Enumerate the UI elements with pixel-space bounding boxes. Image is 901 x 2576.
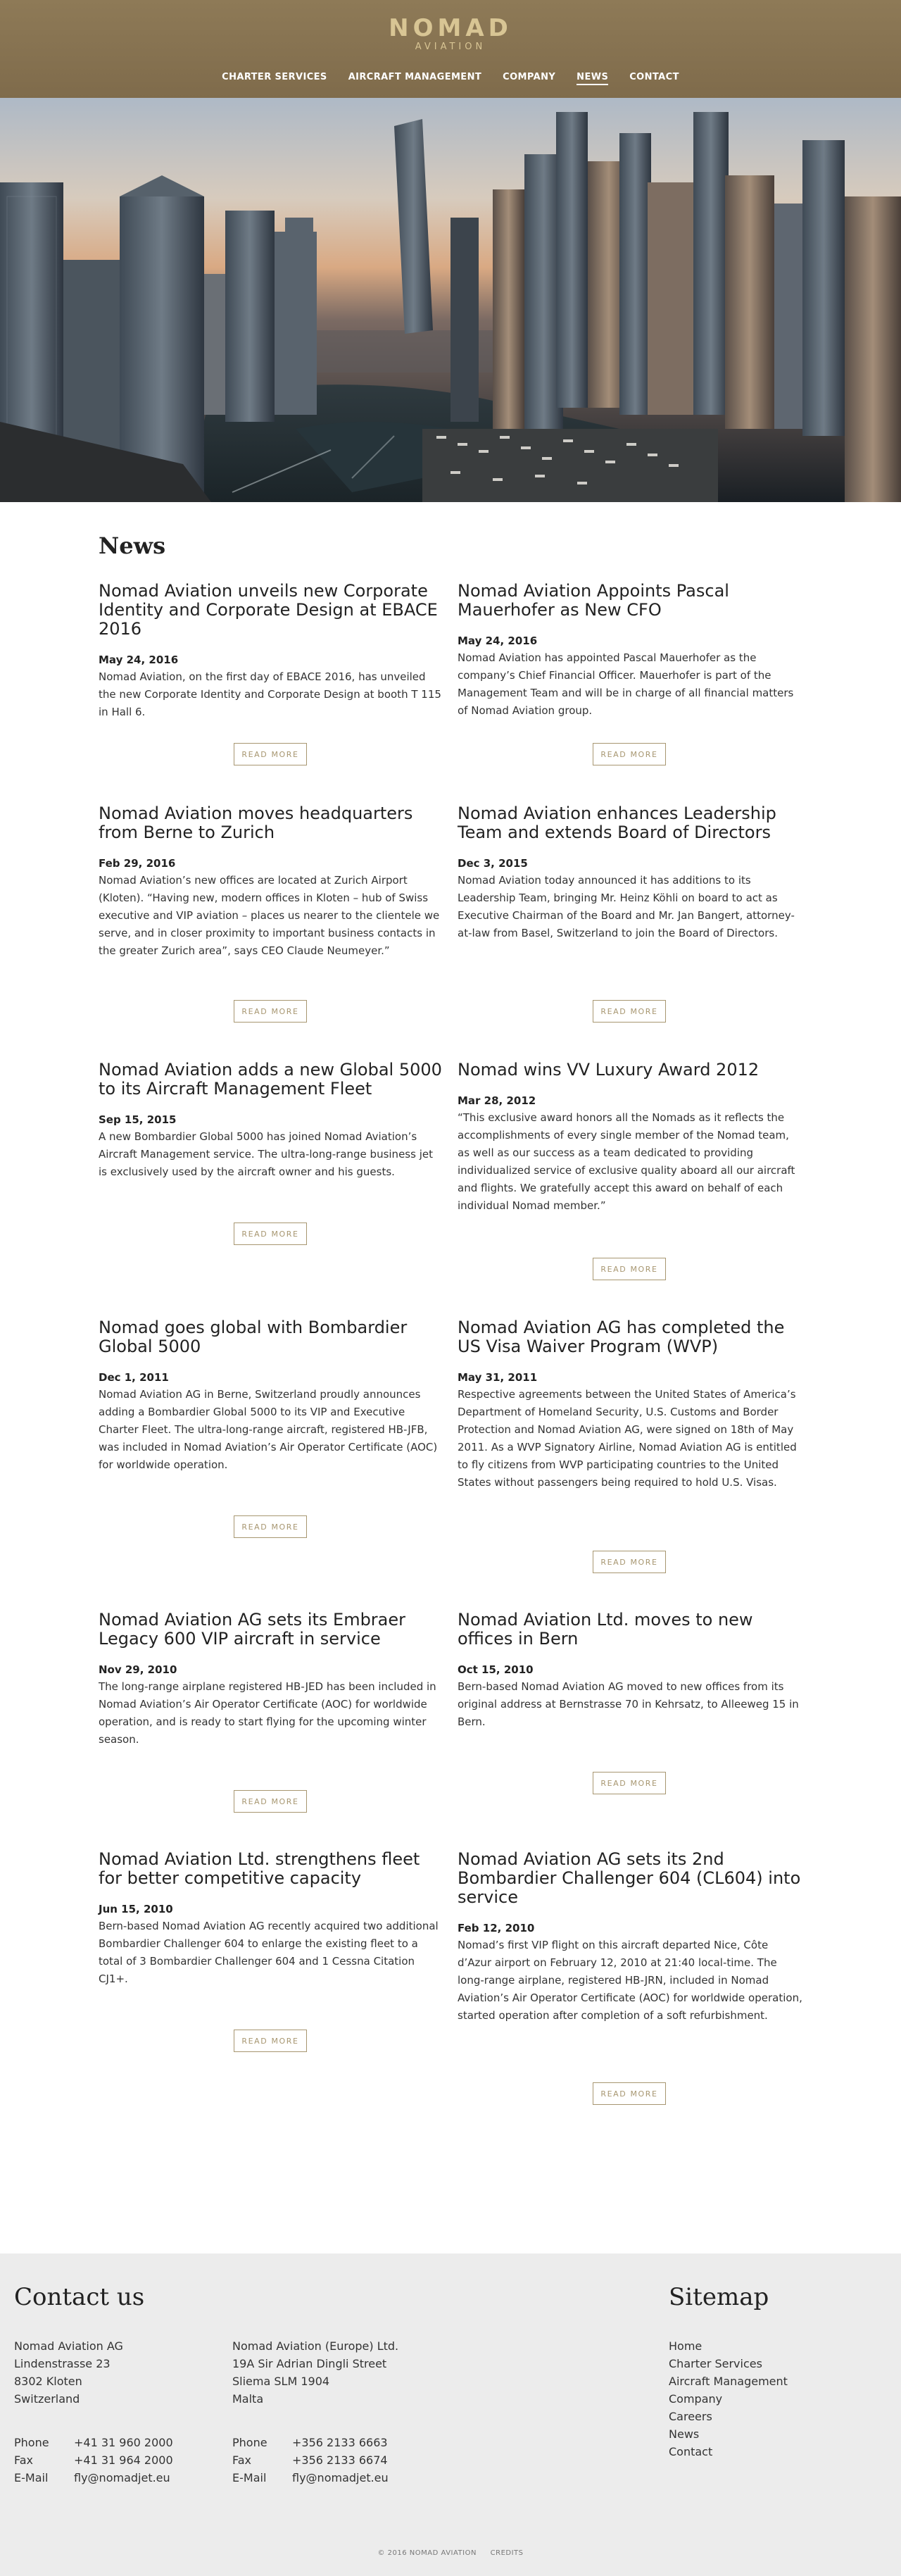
news-title[interactable]: Nomad Aviation Appoints Pascal Mauerhofer as New CFO xyxy=(458,581,729,620)
phone-number[interactable]: +41 31 960 2000 xyxy=(74,2436,173,2449)
phone-label: Phone xyxy=(14,2436,49,2449)
logo-wordmark: NOMAD xyxy=(389,14,512,42)
news-item xyxy=(458,1061,802,1215)
address-line: 8302 Kloten xyxy=(14,2375,82,2388)
nav-charter-services[interactable]: CHARTER SERVICES xyxy=(222,72,327,82)
fax-row xyxy=(232,2451,389,2469)
phone-number[interactable]: +356 2133 6663 xyxy=(292,2436,388,2449)
logo-subtitle: AVIATION xyxy=(415,42,486,52)
news-date: Nov 29, 2010 xyxy=(99,1663,177,1676)
read-more-button[interactable]: READ MORE xyxy=(234,1515,307,1538)
sitemap-heading: Sitemap xyxy=(669,2283,769,2311)
news-title[interactable]: Nomad Aviation adds a new Global 5000 to its Aircraft Management Fleet xyxy=(99,1060,442,1099)
news-item xyxy=(99,582,443,721)
news-title[interactable]: Nomad Aviation Ltd. moves to new offices in Bern xyxy=(458,1610,753,1649)
hero-image xyxy=(0,98,901,502)
address-line: Malta xyxy=(232,2392,264,2406)
news-item xyxy=(458,1611,802,1731)
news-title[interactable]: Nomad Aviation unveils new Corporate Identity and Corporate Design at EBACE 2016 xyxy=(99,581,438,639)
sitemap-link-home[interactable]: Home xyxy=(669,2339,702,2353)
address-line: Lindenstrasse 23 xyxy=(14,2357,111,2370)
news-date: Dec 1, 2011 xyxy=(99,1371,169,1384)
sitemap-link-careers[interactable]: Careers xyxy=(669,2410,712,2423)
nav-contact[interactable]: CONTACT xyxy=(629,72,679,82)
news-date: Feb 29, 2016 xyxy=(99,857,176,870)
news-item xyxy=(99,1611,443,1749)
news-title[interactable]: Nomad wins VV Luxury Award 2012 xyxy=(458,1060,760,1080)
fax-label: Fax xyxy=(14,2453,34,2467)
news-date: Sep 15, 2015 xyxy=(99,1113,177,1126)
office-contacts-malta xyxy=(232,2434,389,2487)
site-header xyxy=(0,0,901,98)
address-line: Sliema SLM 1904 xyxy=(232,2375,330,2388)
news-title[interactable]: Nomad goes global with Bombardier Global 5000 xyxy=(99,1318,408,1356)
email-label: E-Mail xyxy=(232,2471,267,2484)
hero-skyline-illustration xyxy=(0,98,901,502)
news-excerpt: “This exclusive award honors all the Nomads as it reflects the accomplishments of every single member of the Nomad team, as well as our success as a team dedicated to providing individualized service of exclusive quality aboard all our aircraft and flights. We gratefully accept this award on behalf of each individual Nomad member.” xyxy=(458,1111,795,1212)
read-more-button[interactable]: READ MORE xyxy=(593,2082,666,2105)
phone-label: Phone xyxy=(232,2436,267,2449)
main-nav xyxy=(0,71,901,85)
sitemap-list xyxy=(669,2337,788,2461)
read-more-button[interactable]: READ MORE xyxy=(593,1258,666,1280)
fax-number: +41 31 964 2000 xyxy=(74,2453,173,2467)
contact-heading: Contact us xyxy=(14,2283,145,2311)
logo[interactable] xyxy=(0,14,901,54)
news-excerpt: Bern-based Nomad Aviation AG recently acquired two additional Bombardier Challenger 604 to enlarge the existing fleet to a total of 3 Bombardier Challenger 604 and 1 Cessna Citation CJ1+. xyxy=(99,1920,439,1985)
read-more-button[interactable]: READ MORE xyxy=(234,2030,307,2052)
news-date: May 31, 2011 xyxy=(458,1371,538,1384)
fax-number: +356 2133 6674 xyxy=(292,2453,388,2467)
sitemap-link-charter-services[interactable]: Charter Services xyxy=(669,2357,762,2370)
news-date: Jun 15, 2010 xyxy=(99,1903,173,1915)
email-label: E-Mail xyxy=(14,2471,49,2484)
fax-label: Fax xyxy=(232,2453,252,2467)
office-address-malta xyxy=(232,2337,398,2408)
office-address-switzerland xyxy=(14,2337,123,2408)
news-excerpt: Respective agreements between the United States of America’s Department of Homeland Security, U.S. Customs and Border Protection and Nomad Aviation AG, were signed on 18th of May 2011. As a WVP Signatory Airline, Nomad Aviation AG is entitled to fly citizens from WVP participating countries to the United States without passengers being required to hold U.S. Visas. xyxy=(458,1388,797,1489)
address-line: 19A Sir Adrian Dingli Street xyxy=(232,2357,387,2370)
nav-aircraft-management[interactable]: AIRCRAFT MANAGEMENT xyxy=(348,72,482,82)
news-item xyxy=(99,804,443,960)
read-more-button[interactable]: READ MORE xyxy=(234,1000,307,1023)
read-more-button[interactable]: READ MORE xyxy=(593,1000,666,1023)
news-excerpt: Nomad Aviation has appointed Pascal Mauerhofer as the company’s Chief Financial Officer. Mauerhofer is part of the Management Team and will be in charge of all financial matters of Nomad Aviation group. xyxy=(458,651,794,717)
news-section xyxy=(99,532,802,560)
address-line: Nomad Aviation AG xyxy=(14,2339,123,2353)
news-excerpt: Nomad’s first VIP flight on this aircraft departed Nice, Côte d’Azur airport on February 12, 2010 at 21:40 local-time. The long-range airplane, registered HB-JRN, included in Nomad Aviation’s Air Operator Certificate (AOC) for worldwide operation, started operation after completion of a soft refurbishment. xyxy=(458,1939,802,2022)
news-title[interactable]: Nomad Aviation Ltd. strengthens fleet for better competitive capacity xyxy=(99,1849,420,1888)
news-excerpt: Bern-based Nomad Aviation AG moved to new offices from its original address at Bernstrasse 70 in Kehrsatz, to Alleeweg 15 in Bern. xyxy=(458,1680,799,1728)
sitemap-link-aircraft-management[interactable]: Aircraft Management xyxy=(669,2375,788,2388)
nav-company[interactable]: COMPANY xyxy=(503,72,556,82)
address-line: Switzerland xyxy=(14,2392,80,2406)
read-more-button[interactable]: READ MORE xyxy=(234,743,307,765)
read-more-button[interactable]: READ MORE xyxy=(593,1772,666,1794)
sitemap-link-news[interactable]: News xyxy=(669,2427,700,2441)
news-item xyxy=(99,1061,443,1181)
page-title: News xyxy=(99,532,166,559)
news-date: Oct 15, 2010 xyxy=(458,1663,534,1676)
news-title[interactable]: Nomad Aviation enhances Leadership Team and extends Board of Directors xyxy=(458,804,776,842)
news-date: Dec 3, 2015 xyxy=(458,857,528,870)
news-item xyxy=(458,1850,802,2025)
phone-row xyxy=(232,2434,389,2451)
news-item xyxy=(458,804,802,942)
news-title[interactable]: Nomad Aviation moves headquarters from Berne to Zurich xyxy=(99,804,413,842)
address-line: Nomad Aviation (Europe) Ltd. xyxy=(232,2339,399,2353)
fax-row xyxy=(14,2451,173,2469)
news-item xyxy=(99,1318,443,1474)
site-footer xyxy=(0,2253,901,2576)
news-excerpt: A new Bombardier Global 5000 has joined Nomad Aviation’s Aircraft Management service. The ultra-long-range business jet is exclusively used by the aircraft owner and his guests. xyxy=(99,1130,433,1178)
news-date: Feb 12, 2010 xyxy=(458,1922,535,1934)
news-title[interactable]: Nomad Aviation AG has completed the US Visa Waiver Program (WVP) xyxy=(458,1318,785,1356)
news-excerpt: Nomad Aviation, on the first day of EBACE 2016, has unveiled the new Corporate Identity and Corporate Design at booth T 115 in Hall 6. xyxy=(99,670,441,718)
news-excerpt: Nomad Aviation AG in Berne, Switzerland proudly announces adding a Bombardier Global 5000 to its VIP and Executive Charter Fleet. The ultra-long-range aircraft, registered HB-JFB, was included in Nomad Aviation’s Air Operator Certificate (AOC) for worldwide operation. xyxy=(99,1388,438,1471)
nav-news[interactable]: NEWS xyxy=(576,71,608,85)
news-title[interactable]: Nomad Aviation AG sets its Embraer Legacy 600 VIP aircraft in service xyxy=(99,1610,406,1649)
read-more-button[interactable]: READ MORE xyxy=(234,1223,307,1245)
email-link[interactable]: fly@nomadjet.eu xyxy=(74,2471,170,2484)
sitemap-link-contact[interactable]: Contact xyxy=(669,2445,713,2458)
read-more-button[interactable]: READ MORE xyxy=(593,1551,666,1573)
news-title[interactable]: Nomad Aviation AG sets its 2nd Bombardier Challenger 604 (CL604) into service xyxy=(458,1849,801,1907)
news-item xyxy=(458,582,802,720)
news-item xyxy=(99,1850,443,1988)
email-row xyxy=(14,2469,173,2487)
copyright-text: © 2016 NOMAD AVIATION xyxy=(377,2549,477,2557)
news-item xyxy=(458,1318,802,1492)
phone-row xyxy=(14,2434,173,2451)
news-date: May 24, 2016 xyxy=(99,654,179,666)
read-more-button[interactable]: READ MORE xyxy=(593,743,666,765)
news-excerpt: Nomad Aviation today announced it has additions to its Leadership Team, bringing Mr. Heinz Köhli on board to act as Executive Chairman of the Board and Mr. Jan Bangert, attorney-at-law from Basel, Switzerland to join the Board of Directors. xyxy=(458,874,795,939)
office-contacts-switzerland xyxy=(14,2434,173,2487)
copyright-bar xyxy=(0,2549,901,2557)
credits-link[interactable]: CREDITS xyxy=(490,2549,524,2557)
news-date: Mar 28, 2012 xyxy=(458,1094,536,1107)
sitemap-link-company[interactable]: Company xyxy=(669,2392,723,2406)
email-link[interactable]: fly@nomadjet.eu xyxy=(292,2471,389,2484)
news-excerpt: The long-range airplane registered HB-JED has been included in Nomad Aviation’s Air Operator Certificate (AOC) for worldwide operation, and is ready to start flying for the upcoming winter season. xyxy=(99,1680,436,1746)
news-date: May 24, 2016 xyxy=(458,634,538,647)
read-more-button[interactable]: READ MORE xyxy=(234,1790,307,1813)
email-row xyxy=(232,2469,389,2487)
news-excerpt: Nomad Aviation’s new offices are located at Zurich Airport (Kloten). “Having new, modern offices in Kloten – hub of Swiss executive and VIP aviation – places us nearer to the clientele we serve, and in closer proximity to important business contacts in the greater Zurich area”, says CEO Claude Neumeyer.” xyxy=(99,874,440,957)
